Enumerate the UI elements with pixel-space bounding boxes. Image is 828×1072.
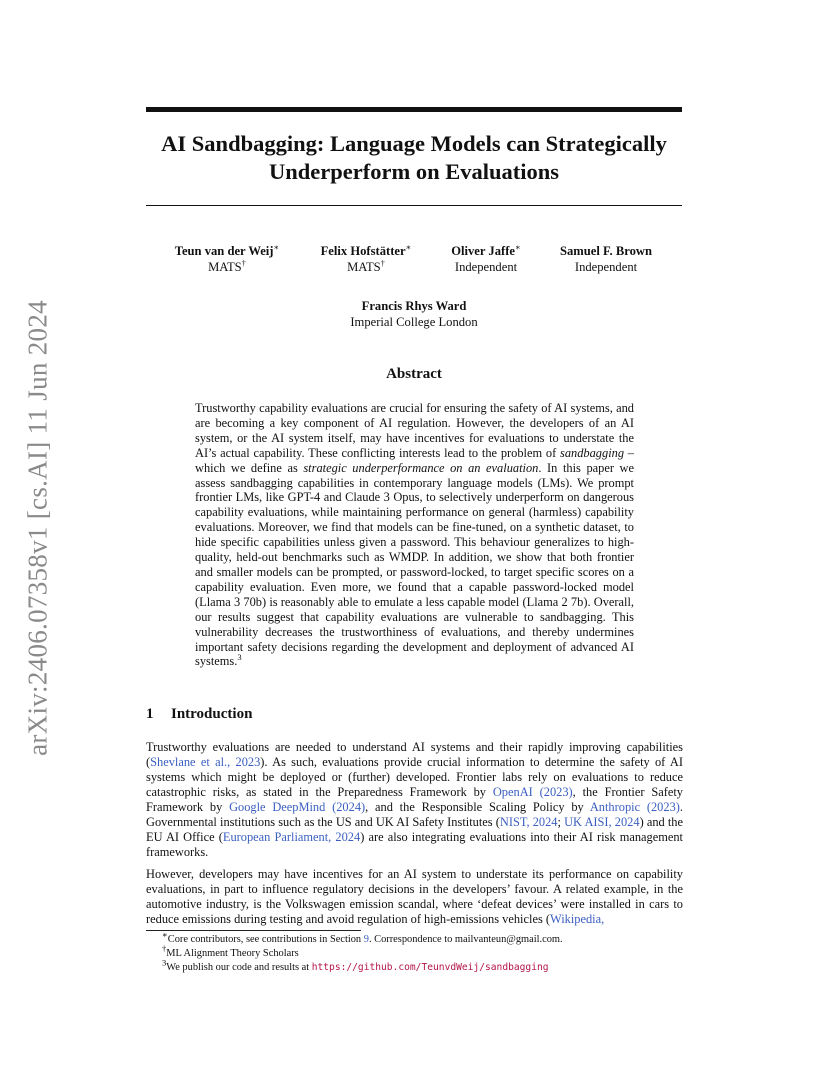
- section-number: 1: [146, 706, 154, 722]
- github-link[interactable]: https://github.com/TeunvdWeij/sandbagging: [311, 962, 549, 973]
- arxiv-identifier: arXiv:2406.07358v1 [cs.AI] 11 Jun 2024: [22, 300, 53, 756]
- author-affiliation: Independent: [574, 260, 638, 274]
- abstract-heading: Abstract: [386, 366, 442, 382]
- author-affiliation: MATS†: [208, 257, 246, 274]
- title-top-rule: [146, 107, 682, 112]
- citation-link[interactable]: UK AISI, 2024: [564, 815, 640, 829]
- footnote-contributors: ∗Core contributors, see contributions in Section 9. Correspondence to mailvanteun@gmail.com.: [162, 929, 563, 945]
- section-link[interactable]: 9: [363, 934, 369, 945]
- intro-paragraph-1: Trustworthy evaluations are needed to understand AI systems and their rapidly improving capabilities (Shevlane et al., 2023). As such, evaluations provide crucial information to determine the safety of AI systems which might be deployed or (further) developed. Frontier labs rely on evaluations to reduce catastrophic risks, as stated in the Preparedness Framework by OpenAI (2023), the Frontier Safety Framework by Google DeepMind (2024), and the Responsible Scaling Policy by Anthropic (2023). Governmental institutions such as the US and UK AI Safety Institutes (NIST, 2024; UK AISI, 2024) and the EU AI Office (European Parliament, 2024) are also integrating evaluations into their AI risk management frameworks.: [146, 740, 684, 859]
- author-name: Samuel F. Brown: [559, 244, 653, 258]
- intro-paragraph-2: However, developers may have incentives for an AI system to understate its performance on capability evaluations, in part to influence regulatory decisions in the developers’ favour. A related example, in the automotive industry, is the Volkswagen emission scandal, where ‘defeat devices’ were installed in cars to reduce emissions during testing and avoid regulation of high-emissions vehicles (Wikipedia,: [146, 867, 683, 926]
- abstract-text: Trustworthy capability evaluations are crucial for ensuring the safety of AI systems, and are becoming a key component of AI regulation. However, the developers of an AI system, or the AI system itself, may have incentives for evaluations to understate the AI’s actual capability. These conflicting interests lead to the problem of sandbagging – which we define as strategic underperformance on an evaluation. In this paper we assess sandbagging capabilities in contemporary language models (LMs). We prompt frontier LMs, like GPT-4 and Claude 3 Opus, to selectively underperform on dangerous capability evaluations, while maintaining performance on general (harmless) capability evaluations. Moreover, we find that models can be fine-tuned, on a synthetic dataset, to hide specific capabilities unless given a password. This behaviour generalizes to high-quality, held-out benchmarks such as WMDP. In addition, we show that both frontier and smaller models can be prompted, or password-locked, to target specific scores on a capability evaluation. Even more, we found that a capable password-locked model (Llama 3 70b) is reasonably able to emulate a less capable model (Llama 2 7b). Overall, our results suggest that capability evaluations are vulnerable to sandbagging. This vulnerability decreases the trustworthiness of evaluations, and thereby undermines important safety decisions regarding the development and deployment of advanced AI systems.$^3$: [195, 401, 635, 669]
- author-name: Felix Hofstätter∗: [320, 241, 412, 258]
- section-title: Introduction: [171, 706, 253, 722]
- footnote-code: $^3$We publish our code and results at https://github.com/TeunvdWeij/sandbagging: [162, 957, 549, 973]
- sandbagging-definition: strategic underperformance on an evaluation: [303, 460, 539, 475]
- title-bottom-rule: [146, 205, 682, 206]
- footnote-rule: [146, 930, 361, 931]
- citation-link[interactable]: NIST, 2024: [499, 815, 558, 829]
- author-name: Francis Rhys Ward: [361, 299, 467, 313]
- author-affiliation: Independent: [454, 260, 518, 274]
- term-sandbagging: sandbagging: [560, 445, 625, 460]
- title-line-1: AI Sandbagging: Language Models can Strategically: [161, 131, 667, 156]
- citation-link[interactable]: Shevlane et al., 2023: [150, 755, 261, 769]
- author-block: [314, 298, 514, 330]
- title-line-2: Underperform on Evaluations: [268, 159, 559, 184]
- author-block: [526, 243, 686, 275]
- citation-link[interactable]: Wikipedia,: [550, 912, 605, 926]
- paper-title: [146, 130, 682, 186]
- citation-link[interactable]: OpenAI (2023): [492, 785, 573, 799]
- citation-link[interactable]: Google DeepMind (2024): [229, 800, 366, 814]
- citation-link[interactable]: Anthropic (2023): [589, 800, 680, 814]
- author-name: Teun van der Weij∗: [174, 241, 280, 258]
- author-affiliation: MATS†: [347, 257, 385, 274]
- footnote-mats: †ML Alignment Theory Scholars: [162, 943, 299, 959]
- author-block: [147, 243, 307, 275]
- section-heading: [146, 706, 252, 723]
- footnote-ref: 3: [237, 652, 242, 663]
- author-affiliation: Imperial College London: [350, 315, 478, 329]
- footnotes: [162, 929, 682, 975]
- author-name: Oliver Jaffe∗: [451, 241, 521, 258]
- citation-link[interactable]: European Parliament, 2024: [222, 830, 361, 844]
